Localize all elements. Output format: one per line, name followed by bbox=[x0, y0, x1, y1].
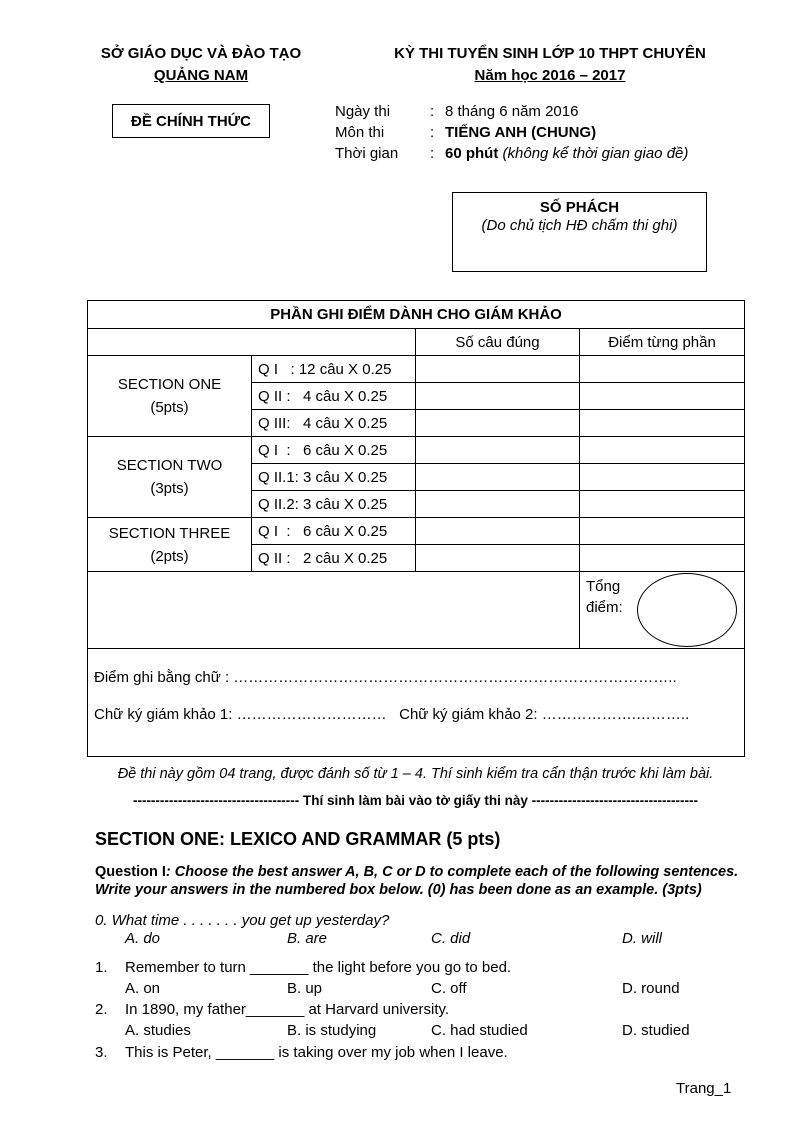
correct-count-cell bbox=[416, 383, 580, 410]
option-d: D. round bbox=[622, 980, 680, 997]
column-section-points: Điểm từng phần bbox=[580, 329, 745, 356]
page-number: Trang_1 bbox=[676, 1080, 732, 1097]
section-row-label: Q II : 2 câu X 0.25 bbox=[252, 545, 416, 572]
info-label-subject: Môn thi bbox=[335, 124, 385, 141]
column-correct-count: Số câu đúng bbox=[416, 329, 580, 356]
exam-notice: Đề thi này gồm 04 trang, được đánh số từ 1 – 4. Thí sinh kiểm tra cẩn thận trước khi làm bài. bbox=[117, 766, 714, 782]
score-table-title: PHẦN GHI ĐIỂM DÀNH CHO GIÁM KHẢO bbox=[88, 301, 745, 329]
correct-count-cell bbox=[416, 464, 580, 491]
option-a: A. on bbox=[125, 980, 161, 997]
option-a: A. studies bbox=[125, 1022, 191, 1039]
points-cell bbox=[580, 410, 745, 437]
question-number: 1. bbox=[95, 959, 108, 976]
option-b: B. is studying bbox=[287, 1022, 377, 1039]
candidate-code-note: (Do chủ tịch HĐ chấm thi ghi) bbox=[481, 217, 678, 234]
exam-name: KỲ THI TUYỂN SINH LỚP 10 THPT CHUYÊN bbox=[394, 45, 706, 62]
info-sep-duration: : bbox=[430, 145, 435, 162]
option-b: B. up bbox=[287, 980, 323, 997]
correct-count-cell bbox=[416, 356, 580, 383]
option-d: D. studied bbox=[622, 1022, 690, 1039]
total-score-ellipse bbox=[637, 573, 737, 647]
question-instruction: Question I: Choose the best answer A, B, C or D to complete each of the following sentences. Write your answers in the numbered box below. (0) has been done as an example. (3pts) bbox=[95, 864, 739, 898]
question-stem: This is Peter, _______ is taking over my job when I leave. bbox=[125, 1044, 508, 1061]
section-row-label: Q II : 4 câu X 0.25 bbox=[252, 383, 416, 410]
correct-count-cell bbox=[416, 491, 580, 518]
divider-line: ------------------------------------- Thí sinh làm bài vào tờ giấy thi này ------------------------------------- bbox=[132, 793, 699, 808]
info-sep-subject: : bbox=[430, 124, 435, 141]
signature-cell bbox=[88, 649, 745, 757]
candidate-code-title: SỐ PHÁCH bbox=[539, 199, 620, 216]
info-value-duration: 60 phút (không kể thời gian giao đề) bbox=[445, 145, 689, 162]
department-name: SỞ GIÁO DỤC VÀ ĐÀO TẠO bbox=[100, 45, 302, 62]
official-exam-box: ĐỀ CHÍNH THỨC bbox=[112, 104, 270, 138]
section-one-cell: SECTION ONE (5pts) bbox=[88, 356, 252, 437]
total-blank-cell bbox=[88, 572, 580, 649]
example-option-a: A. do bbox=[125, 930, 161, 947]
question-stem: In 1890, my father_______ at Harvard university. bbox=[125, 1001, 450, 1018]
info-label-date: Ngày thi bbox=[335, 103, 391, 120]
points-cell bbox=[580, 518, 745, 545]
points-cell bbox=[580, 356, 745, 383]
example-option-d: D. will bbox=[622, 930, 662, 947]
correct-count-cell bbox=[416, 518, 580, 545]
example-stem: 0. What time . . . . . . . you get up yesterday? bbox=[95, 912, 390, 929]
examiner-2-signature: Chữ ký giám khảo 2: ……………….……….. bbox=[399, 706, 690, 723]
province-name: QUẢNG NAM bbox=[153, 67, 249, 84]
section-row-label: Q III: 4 câu X 0.25 bbox=[252, 410, 416, 437]
option-c: C. off bbox=[431, 980, 467, 997]
info-label-duration: Thời gian bbox=[335, 145, 399, 162]
score-table bbox=[87, 300, 745, 757]
section-row-label: Q II.1: 3 câu X 0.25 bbox=[252, 464, 416, 491]
section-row-label: Q II.2: 3 câu X 0.25 bbox=[252, 491, 416, 518]
points-cell bbox=[580, 383, 745, 410]
examiner-1-signature: Chữ ký giám khảo 1: ………………………… bbox=[94, 706, 387, 723]
question-stem: Remember to turn _______ the light before you go to bed. bbox=[125, 959, 512, 976]
option-c: C. had studied bbox=[431, 1022, 528, 1039]
section-row-label: Q I : 12 câu X 0.25 bbox=[252, 356, 416, 383]
score-in-words-line: Điểm ghi bằng chữ : …………………………………………………………………………….. bbox=[94, 669, 677, 686]
total-label-line2: điểm: bbox=[586, 599, 623, 616]
section-two-cell: SECTION TWO (3pts) bbox=[88, 437, 252, 518]
correct-count-cell bbox=[416, 545, 580, 572]
points-cell bbox=[580, 464, 745, 491]
examiner-signature-line bbox=[94, 706, 738, 723]
points-cell bbox=[580, 491, 745, 518]
section-row-label: Q I : 6 câu X 0.25 bbox=[252, 437, 416, 464]
example-option-c: C. did bbox=[431, 930, 471, 947]
info-value-date: 8 tháng 6 năm 2016 bbox=[445, 103, 579, 120]
points-cell bbox=[580, 545, 745, 572]
question-number: 3. bbox=[95, 1044, 108, 1061]
candidate-code-box bbox=[452, 192, 707, 272]
section-row-label: Q I : 6 câu X 0.25 bbox=[252, 518, 416, 545]
school-year: Năm học 2016 – 2017 bbox=[474, 67, 626, 84]
example-option-b: B. are bbox=[287, 930, 328, 947]
info-sep-date: : bbox=[430, 103, 435, 120]
total-label-line1: Tổng bbox=[586, 578, 621, 595]
correct-count-cell bbox=[416, 410, 580, 437]
info-value-subject: TIẾNG ANH (CHUNG) bbox=[445, 124, 597, 141]
section-three-cell: SECTION THREE (2pts) bbox=[88, 518, 252, 572]
correct-count-cell bbox=[416, 437, 580, 464]
section-title: SECTION ONE: LEXICO AND GRAMMAR (5 pts) bbox=[95, 829, 501, 849]
score-table-blank-header bbox=[88, 329, 416, 356]
question-number: 2. bbox=[95, 1001, 108, 1018]
points-cell bbox=[580, 437, 745, 464]
